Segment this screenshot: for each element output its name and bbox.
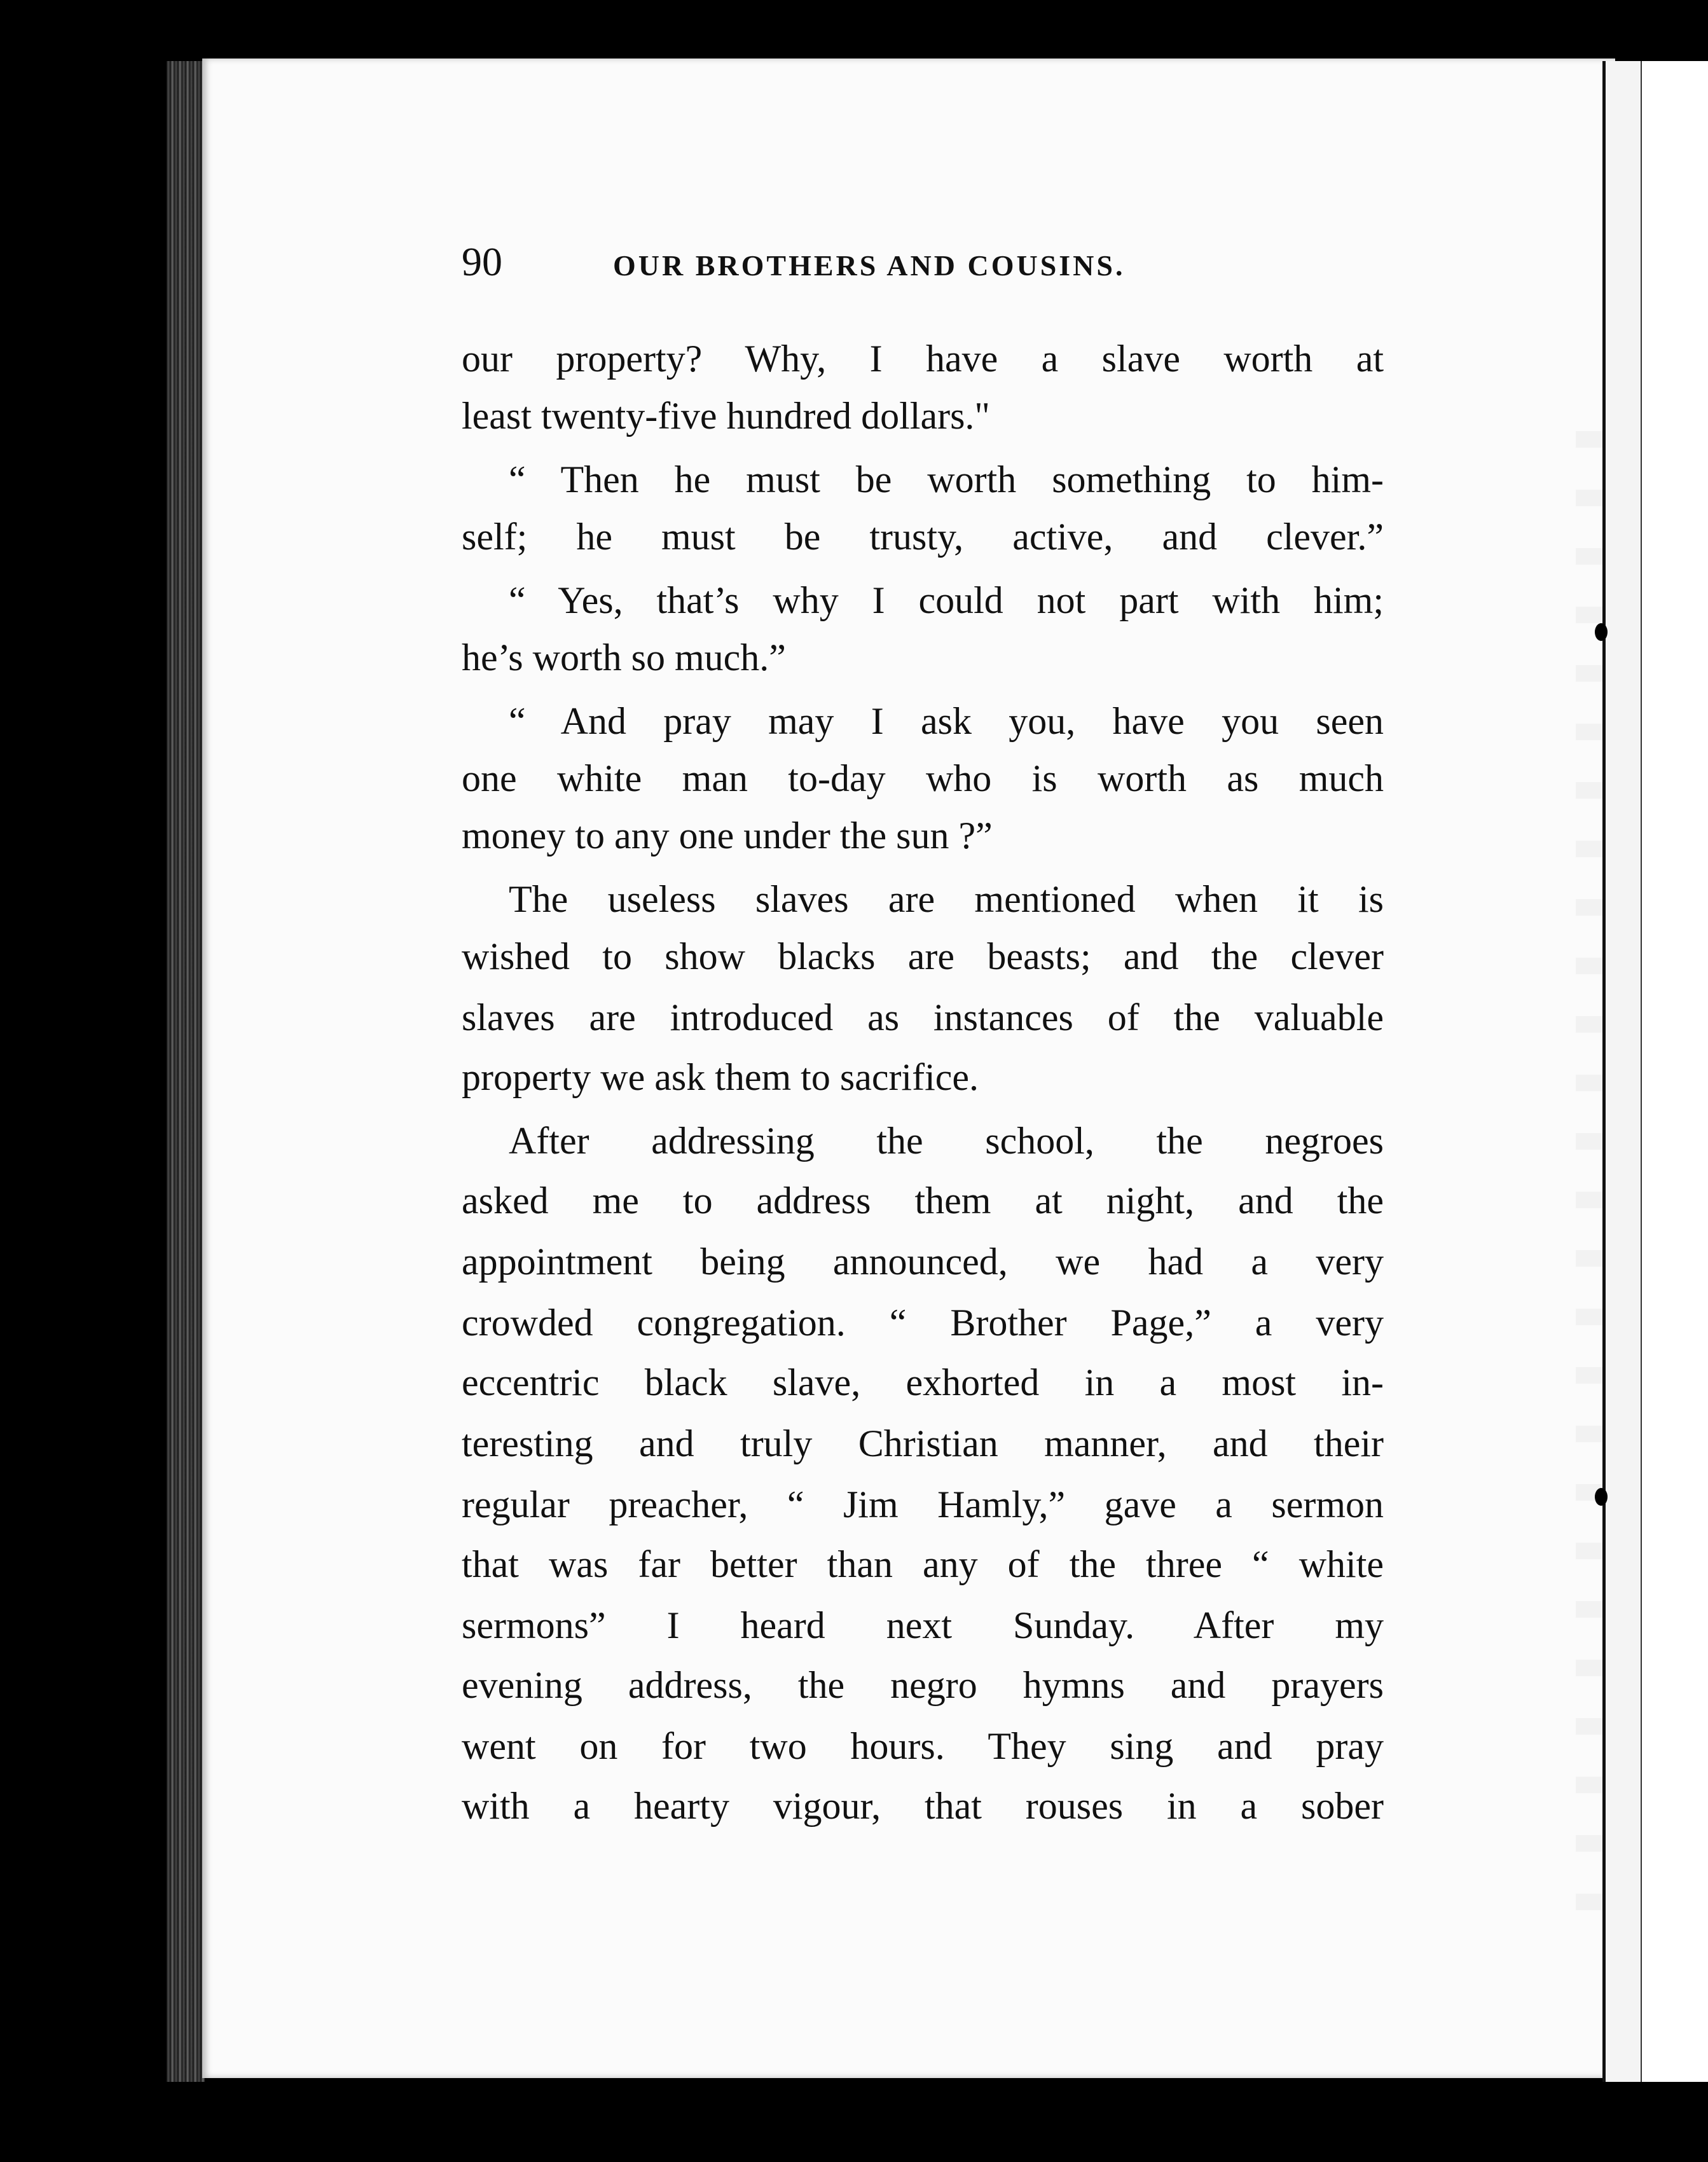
text-line: eccentric black slave, exhorted in a most in- <box>462 1361 1384 1403</box>
text-line: slaves are introduced as instances of the valuable <box>462 996 1384 1038</box>
text-line: least twenty-five hundred dollars." <box>462 395 990 437</box>
binding-strip <box>1602 61 1644 2082</box>
text-line: property we ask them to sacrifice. <box>462 1056 979 1098</box>
text-line: appointment being announced, we had a very <box>462 1241 1384 1283</box>
text-line: “ Then he must be worth something to him- <box>509 458 1384 500</box>
binding-notch <box>1595 623 1608 641</box>
page-number: 90 <box>462 239 502 284</box>
running-title: OUR BROTHERS AND COUSINS. <box>613 249 1126 282</box>
text-line: “ And pray may I ask you, have you seen <box>509 700 1384 742</box>
text-line: he’s worth so much.” <box>462 637 786 678</box>
text-line: crowded congregation. “ Brother Page,” a very <box>462 1302 1384 1344</box>
text-line: self; he must be trusty, active, and clever.” <box>462 516 1384 558</box>
text-line: wished to show blacks are beasts; and the clever <box>462 935 1384 977</box>
text-line: “ Yes, that’s why I could not part with him; <box>509 579 1384 621</box>
text-line: evening address, the negro hymns and prayers <box>462 1664 1384 1706</box>
text-line: our property? Why, I have a slave worth at <box>462 338 1384 380</box>
text-line: regular preacher, “ Jim Hamly,” gave a sermon <box>462 1484 1384 1525</box>
text-line: The useless slaves are mentioned when it is <box>509 878 1384 920</box>
text-line: asked me to address them at night, and the <box>462 1180 1384 1222</box>
text-line: that was far better than any of the three “ white <box>462 1543 1384 1585</box>
facing-page-edge <box>1641 61 1708 2082</box>
text-line: teresting and truly Christian manner, and their <box>462 1422 1384 1464</box>
text-line: one white man to-day who is worth as much <box>462 757 1384 799</box>
page-block-edge <box>167 61 205 2082</box>
text-line: money to any one under the sun ?” <box>462 815 993 857</box>
text-line: After addressing the school, the negroes <box>509 1120 1384 1162</box>
page-header <box>462 237 1278 287</box>
text-line: sermons” I heard next Sunday. After my <box>462 1604 1384 1646</box>
text-line: with a hearty vigour, that rouses in a sober <box>462 1785 1384 1827</box>
binding-notch <box>1595 1488 1608 1506</box>
text-line: went on for two hours. They sing and pray <box>462 1725 1384 1767</box>
